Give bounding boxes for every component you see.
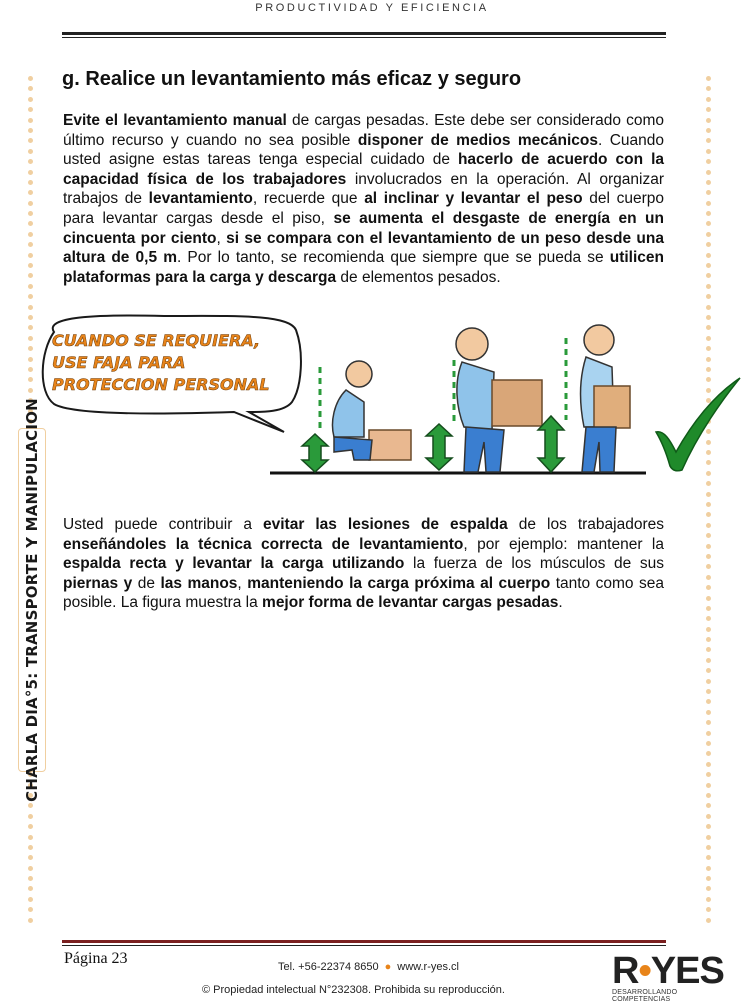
border-dot [706,918,711,923]
border-dot [706,180,711,185]
paragraph2-run: tanto como sea posible. La figura muestra la [63,574,665,612]
paragraph2-run: , [237,574,248,592]
border-dot [28,866,33,871]
border-dot [28,128,33,133]
arrow-icon [426,424,452,470]
footer-rule [62,940,666,943]
border-dot [28,814,33,819]
border-dot [706,523,711,528]
border-dot [706,107,711,112]
paragraph-2 [63,515,664,613]
paragraph2-run: . [558,594,563,612]
box-2 [492,380,542,426]
border-dot [706,76,711,81]
contact-info [278,961,459,973]
bubble-line-1: CUANDO SE REQUIERA, [52,331,261,350]
page-number: Página 23 [64,950,128,967]
border-dot [706,647,711,652]
bubble-line-3: PROTECCION PERSONAL [52,375,270,394]
border-dot [706,211,711,216]
border-dot [706,627,711,632]
phone: Tel. +56-22374 8650 [278,961,379,973]
border-dot [706,273,711,278]
separator-dot-icon: ● [384,961,392,973]
border-dot [706,149,711,154]
paragraph2-run: espalda recta y levantar la carga utilizando [63,555,405,573]
paragraph1-run: levantamiento [148,190,253,208]
bubble-line-2: USE FAJA PARA [52,353,186,372]
border-dot [706,855,711,860]
border-dot [28,388,33,393]
border-dot [28,86,33,91]
border-dot [28,367,33,372]
box-1 [369,430,411,460]
border-dot [28,886,33,891]
paragraph1-run: . Cuando usted asigne estas tareas tenga especial cuidado de [63,131,664,169]
border-dot [706,689,711,694]
border-dot [28,211,33,216]
section-title: g. Realice un levantamiento más eficaz y seguro [62,68,522,90]
header-rule [62,32,666,35]
border-dot [706,232,711,237]
border-dot [706,668,711,673]
border-dot [706,803,711,808]
paragraph2-run: enseñándoles la técnica correcta de levantamiento [63,535,464,553]
paragraph-1 [63,111,664,287]
border-dot [706,762,711,767]
border-dot [28,803,33,808]
border-dot [706,118,711,123]
paragraph2-run: mejor forma de levantar cargas pesadas [262,594,559,612]
border-dot [706,783,711,788]
border-dot [28,97,33,102]
border-dot [706,616,711,621]
border-dot [706,502,711,507]
border-dot [28,253,33,258]
border-dot [706,97,711,102]
border-dot [28,357,33,362]
border-dot [28,232,33,237]
border-dot [28,336,33,341]
border-dot [706,679,711,684]
border-dot [706,793,711,798]
paragraph2-run: , por ejemplo: mantener la [463,535,665,553]
border-dot [706,866,711,871]
border-dot [28,190,33,195]
border-dot [28,263,33,268]
paragraph1-run: disponer de medios mecánicos [357,131,598,149]
border-dot [28,221,33,226]
border-dot [28,346,33,351]
border-dot [706,575,711,580]
border-dot [706,242,711,247]
paragraph1-run: si se compara con el levantamiento de un peso desde una altura de 0,5 m [63,229,664,267]
border-dot [706,710,711,715]
paragraph2-run: las manos [160,574,238,592]
border-dot [706,221,711,226]
border-dot [706,190,711,195]
border-dot [28,824,33,829]
border-dot [28,138,33,143]
border-dot [706,845,711,850]
right-dot-border [706,76,714,928]
border-dot [28,76,33,81]
worker-standing-2 [538,325,630,472]
border-dot [706,512,711,517]
border-dot [706,294,711,299]
box-3 [594,386,630,428]
worker-crouching [302,361,411,472]
border-dot [706,533,711,538]
copyright: © Propiedad intelectual N°232308. Prohibida su reproducción. [202,984,505,996]
border-dot [706,699,711,704]
border-dot [28,907,33,912]
lifting-illustration [34,312,744,502]
border-dot [706,637,711,642]
paragraph1-run: utilicen plataformas para la carga y descarga [63,249,664,286]
paragraph1-run: , recuerde que [252,190,365,208]
border-dot [706,907,711,912]
border-dot [28,201,33,206]
footer-rule-thin [62,945,666,946]
company-logo: R•YES DESARROLLANDO COMPETENCIAS [612,952,730,1002]
border-dot [706,897,711,902]
paragraph1-run: hacerlo de acuerdo con la capacidad física de los trabajadores [63,151,664,188]
border-dot [706,201,711,206]
paragraph1-run: de elementos pesados. [336,268,501,286]
border-dot [706,170,711,175]
border-dot [28,294,33,299]
border-dot [28,180,33,185]
border-dot [706,886,711,891]
border-dot [706,751,711,756]
border-dot [28,897,33,902]
border-dot [706,658,711,663]
border-dot [28,273,33,278]
paragraph2-run: manteniendo la carga próxima al cuerpo [247,574,551,592]
border-dot [706,606,711,611]
paragraph1-run: , [216,229,227,247]
paragraph2-run: evitar las lesiones de espalda [262,516,508,533]
border-dot [28,918,33,923]
paragraph1-run: al inclinar y levantar el peso [364,190,583,208]
worker-standing-1 [426,328,542,472]
border-dot [28,325,33,330]
border-dot [28,305,33,310]
border-dot [706,138,711,143]
paragraph2-run: piernas y [63,574,133,592]
border-dot [706,741,711,746]
border-dot [706,86,711,91]
border-dot [706,596,711,601]
border-dot [706,263,711,268]
website-link[interactable]: www.r-yes.cl [397,961,460,973]
paragraph1-run: del cuerpo para levantar cargas desde el piso, [63,190,665,227]
paragraph1-run: . Por lo tanto, se recomienda que siempre que se pueda se [176,249,610,267]
border-dot [28,170,33,175]
border-dot [28,284,33,289]
border-dot [28,377,33,382]
paragraph1-run: involucrados en la operación. Al organizar trabajos de [63,170,664,208]
border-dot [28,835,33,840]
border-dot [706,253,711,258]
border-dot [706,159,711,164]
border-dot [706,284,711,289]
border-dot [706,128,711,133]
border-dot [706,835,711,840]
paragraph2-run: Usted puede contribuir a [63,516,263,533]
border-dot [706,824,711,829]
paragraph1-run: de cargas pesadas. Este debe ser considerado como último recurso y cuando no sea posible [63,112,664,149]
border-dot [706,731,711,736]
border-dot [706,544,711,549]
arrow-icon [302,434,328,472]
paragraph1-run: Evite el levantamiento manual [63,112,287,129]
border-dot [28,315,33,320]
border-dot [706,814,711,819]
border-dot [706,720,711,725]
logo-tagline: DESARROLLANDO COMPETENCIAS [612,989,678,1003]
border-dot [706,772,711,777]
border-dot [706,585,711,590]
paragraph2-run: la fuerza de los músculos de sus [404,555,664,573]
side-tab-label: CHARLA DIA°5: TRANSPORTE Y MANIPULACION [23,398,41,802]
border-dot [28,876,33,881]
border-dot [706,305,711,310]
paragraph1-run: se aumenta el desgaste de energía en un cincuenta por ciento [63,209,664,247]
paragraph2-run: de [132,574,161,592]
border-dot [28,242,33,247]
border-dot [28,159,33,164]
header-rule-thin [62,37,666,38]
border-dot [706,564,711,569]
border-dot [28,118,33,123]
paragraph2-run: de los trabajadores [507,516,665,533]
border-dot [28,855,33,860]
checkmark-icon [656,378,740,471]
border-dot [706,876,711,881]
border-dot [706,554,711,559]
page-header: PRODUCTIVIDAD Y EFICIENCIA [255,2,489,14]
border-dot [28,107,33,112]
border-dot [28,149,33,154]
border-dot [28,845,33,850]
